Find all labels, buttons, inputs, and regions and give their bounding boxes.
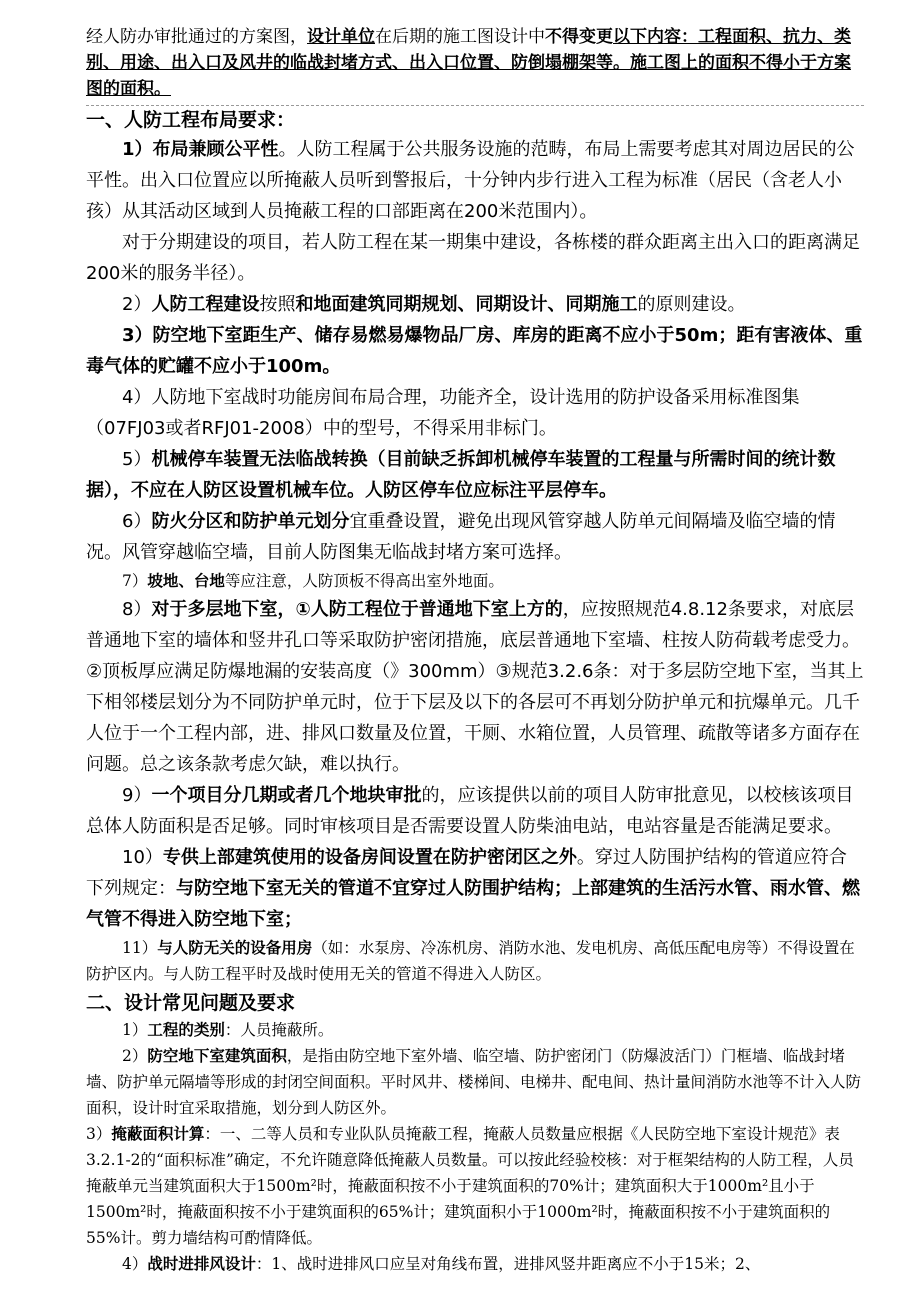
intro-not-change: 不得变更	[545, 27, 613, 47]
s2-item-1-text: ：人员掩蔽所。	[224, 1021, 334, 1039]
s1-item-4-text: 4）人防地下室战时功能房间布局合理，功能齐全，设计选用的防护设备采用标准图集（07FJ03或者RFJ01-2008）中的型号，不得采用非标门。	[86, 387, 800, 439]
s2-item-3	[86, 1121, 864, 1251]
s1-item-10	[86, 842, 864, 935]
s1-item-8-text: ，应按照规范4.8.12条要求，对底层普通地下室的墙体和竖井孔口等采取防护密闭措施，底层普通地下室墙、柱按人防荷载考虑受力。②顶板厚应满足防爆地漏的安装高度（》300mm）③规范3.2.6条：对于多层防空地下室，当其上下相邻楼层划分为不同防护单元时，位于下层及以下的各层可不再划分防护单元和抗爆单元。几千人位于一个工程内部，进、排风口数量及位置，干厕、水箱位置，人员管理、疏散等诸多方面存在问题。总之该条款考虑欠缺，难以执行。	[86, 599, 864, 775]
s1-item-9-text: 的，应该提供以前的项目人防审批意见，以校核该项目总体人防面积是否足够。同时审核项目是否需要设置人防柴油电站，电站容量是否能满足要求。	[86, 785, 854, 837]
s2-item-4-bold: 战时进排风设计	[147, 1254, 256, 1273]
s2-item-2-num: 2）	[122, 1047, 148, 1065]
section-2-title: 二、设计常见问题及要求	[86, 992, 296, 1014]
s1-item-1-text: 。人防工程属于公共服务设施的范畴，布局上需要考虑其对周边居民的公平性。出入口位置应以所掩蔽人员听到警报后，十分钟内步行进入工程为标准（居民（含老人小孩）从其活动区域到人员掩蔽工程的口部距离在200米范围内）。	[86, 139, 855, 222]
s1-item-5-num: 5）	[122, 449, 152, 470]
s1-item-1-bold: 1）布局兼顾公平性	[122, 139, 279, 160]
s1-item-2-bold2: 和地面建筑同期规划、同期设计、同期施工	[295, 294, 638, 315]
s1-item-3	[86, 320, 864, 382]
s1-item-3-bold: 3）防空地下室距生产、储存易燃易爆物品厂房、库房的距离不应小于50m；距有害液体、重毒气体的贮罐不应小于100m。	[86, 325, 863, 377]
s1-item-1-cont-text: 对于分期建设的项目，若人防工程在某一期集中建设，各栋楼的群众距离主出入口的距离满足200米的服务半径）。	[86, 232, 860, 284]
s1-item-4	[86, 382, 864, 444]
s1-item-2-text: 按照	[259, 294, 296, 315]
s1-item-2-text2: 的原则建设。	[637, 294, 746, 315]
s1-item-2-bold: 人防工程建设	[151, 294, 260, 315]
intro-text-a: 经人防办审批通过的方案图，	[86, 27, 307, 47]
s1-item-1-cont	[86, 227, 864, 289]
intro-text-c: 在后期的施工图设计中	[375, 27, 545, 47]
s1-item-9	[86, 780, 864, 842]
s1-item-7-text: 等应注意，人防顶板不得高出室外地面。	[224, 572, 504, 590]
s2-item-3-bold: 掩蔽面积计算	[111, 1124, 205, 1143]
s1-item-11	[86, 935, 864, 987]
s1-item-6	[86, 506, 864, 568]
s1-item-10-bold2: 与防空地下室无关的管道不宜穿过人防围护结构；上部建筑的生活污水管、雨水管、燃气管不得进入防空地下室；	[86, 878, 860, 930]
s1-item-10-num: 10）	[122, 847, 163, 868]
intro-content-list: 以下内容：工程面积、抗力、类别、用途、出入口及风井的临战封堵方式、出入口位置、防倒塌棚架等。施工图上的面积不得小于方案图的面积。	[86, 27, 851, 99]
s1-item-5-bold: 机械停车装置无法临战转换（目前缺乏拆卸机械停车装置的工程量与所需时间的统计数据），不应在人防区设置机械车位。人防区停车位应标注平层停车。	[86, 449, 836, 501]
s1-item-7-bold: 坡地、台地	[147, 571, 225, 590]
s1-item-11-text: （如：水泵房、冷冻机房、消防水池、发电机房、高低压配电房等）不得设置在防护区内。与人防工程平时及战时使用无关的管道不得进入人防区。	[86, 939, 855, 983]
intro-design-unit: 设计单位	[307, 27, 375, 47]
s2-item-4-text: ：1、战时进排风口应呈对角线布置，进排风竖井距离应不小于15米；2、	[255, 1255, 761, 1273]
section-1-title: 一、人防工程布局要求：	[86, 109, 296, 131]
s1-item-6-bold: 防火分区和防护单元划分	[151, 511, 350, 532]
s2-item-3-text: ：一、二等人员和专业队队员掩蔽工程，掩蔽人员数量应根据《人民防空地下室设计规范》表3.2.1-2的“面积标准”确定，不允许随意降低掩蔽人员数量。可以按此经验校核：对于框架结构的人防工程，人员掩蔽单元当建筑面积大于1500m²时，掩蔽面积按不小于建筑面积的70%计；建筑面积大于1000m²且小于1500m²时，掩蔽面积按不小于建筑面积的65%计；建筑面积小于1000m²时，掩蔽面积按不小于建筑面积的55%计。剪力墙结构可酌情降低。	[86, 1125, 854, 1247]
s1-item-6-text: 宜重叠设置，避免出现风管穿越人防单元间隔墙及临空墙的情况。风管穿越临空墙，目前人防图集无临战封堵方案可选择。	[86, 511, 836, 563]
s1-item-10-bold: 专供上部建筑使用的设备房间设置在防护密闭区之外	[162, 847, 577, 868]
s1-item-2-num: 2）	[122, 294, 152, 315]
s1-item-8	[86, 594, 864, 780]
s2-item-2-bold: 防空地下室建筑面积	[147, 1046, 287, 1065]
s1-item-10-text: 。穿过人防围护结构的管道应符合下列规定：	[86, 847, 847, 899]
s1-item-8-num: 8）	[122, 599, 152, 620]
s1-item-9-num: 9）	[122, 785, 152, 806]
s1-item-7-num: 7）	[122, 572, 148, 590]
s2-item-3-num: 3）	[86, 1125, 112, 1143]
s2-item-4-num: 4）	[122, 1255, 148, 1273]
s1-item-2	[86, 289, 864, 320]
s2-item-2-text: ，是指由防空地下室外墙、临空墙、防护密闭门（防爆波活门）门框墙、临战封堵墙、防护单元隔墙等形成的封闭空间面积。平时风井、楼梯间、电梯井、配电间、热计量间消防水池等不计入人防面积，设计时宜采取措施，划分到人防区外。	[86, 1047, 862, 1117]
s1-item-5	[86, 444, 864, 506]
s1-item-1	[86, 134, 864, 227]
s1-item-6-num: 6）	[122, 511, 152, 532]
s1-item-8-bold: 对于多层地下室，①人防工程位于普通地下室上方的	[151, 599, 563, 620]
s2-item-1-bold: 工程的类别	[147, 1020, 225, 1039]
s2-item-1	[86, 1017, 864, 1043]
s1-item-11-num: 11）	[122, 939, 158, 957]
intro-paragraph	[86, 0, 864, 102]
s2-item-2	[86, 1043, 864, 1121]
s1-item-11-bold: 与人防无关的设备用房	[157, 938, 313, 957]
s1-item-9-bold: 一个项目分几期或者几个地块审批	[151, 785, 422, 806]
s2-item-4	[86, 1251, 864, 1277]
s2-item-1-num: 1）	[122, 1021, 148, 1039]
s1-item-7	[86, 568, 864, 594]
